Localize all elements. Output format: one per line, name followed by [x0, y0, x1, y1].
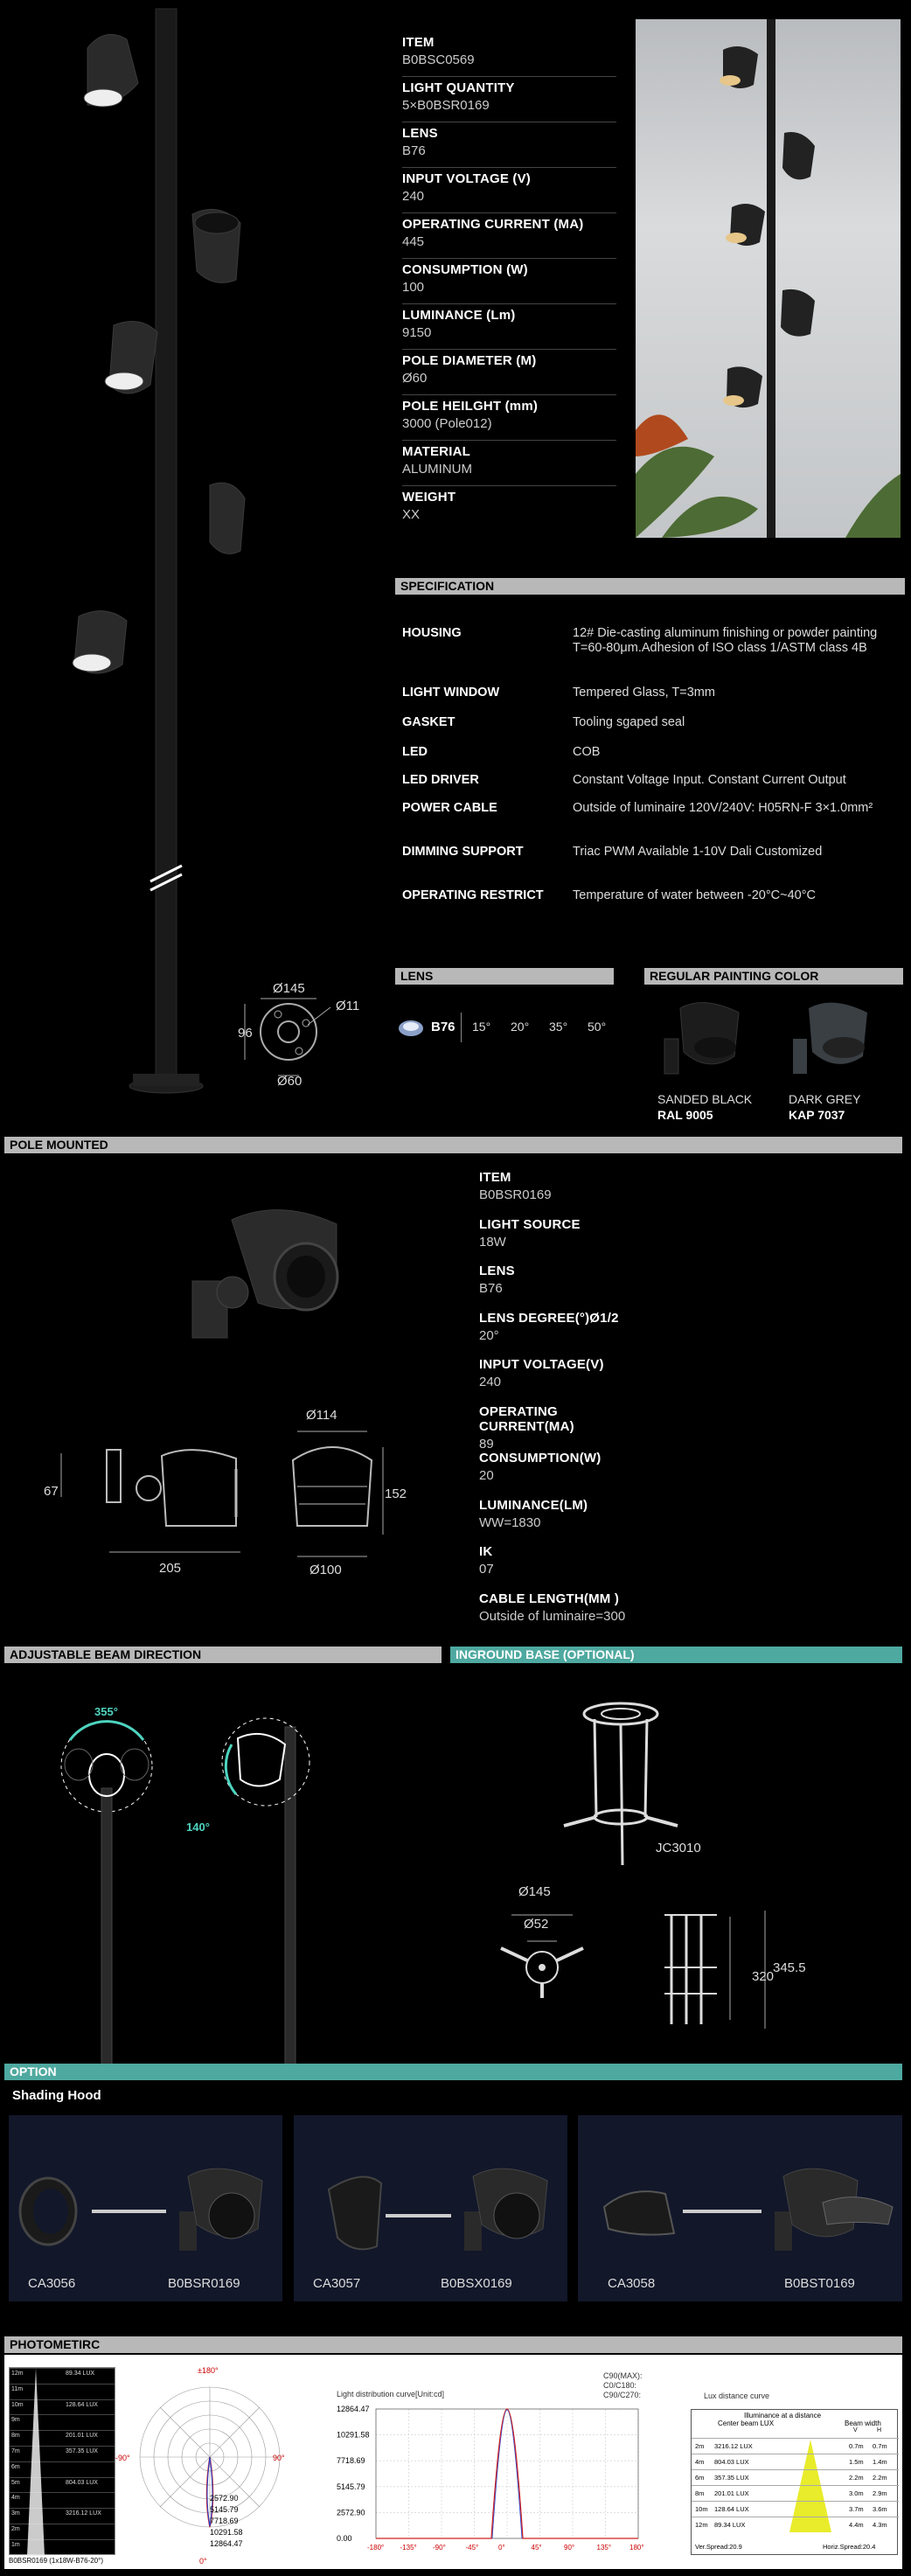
luminaire-info-value: B76	[479, 1281, 503, 1296]
luminaire-info-value: 18W	[479, 1234, 506, 1250]
curve-x-tick: 90°	[564, 2544, 575, 2552]
product-info-row	[402, 395, 616, 441]
product-info-value: 9150	[402, 325, 432, 340]
luminaire-info-label: IK	[479, 1544, 493, 1559]
lens-angle-option: 35°	[549, 1020, 568, 1034]
isolux-distance: 12m	[11, 2371, 24, 2377]
product-info-value: ALUMINUM	[402, 462, 473, 477]
lux-row	[692, 2438, 899, 2454]
spec-label: HOUSING	[402, 626, 462, 640]
painting-section-bar: REGULAR PAINTING COLOR	[644, 968, 903, 985]
color-code-2: KAP 7037	[789, 1108, 845, 1122]
product-info-row	[402, 213, 616, 259]
beam-section-bar: ADJUSTABLE BEAM DIRECTION	[4, 1647, 442, 1663]
spec-label: POWER CABLE	[402, 801, 497, 815]
isolux-distance: 9m	[11, 2417, 20, 2424]
inground-inner-diameter: Ø52	[524, 1917, 549, 1932]
lux-footer-ver: Ver.Spread:20.9	[695, 2543, 742, 2551]
isolux-lux: 357.35 LUX	[66, 2448, 98, 2454]
product-info-label: CONSUMPTION (W)	[402, 262, 528, 277]
curve-x-tick: 180°	[629, 2544, 644, 2552]
lux-value: 804.03 LUX	[714, 2458, 749, 2466]
inground-height-1: 320	[752, 1969, 775, 1984]
product-info-value: 100	[402, 280, 425, 295]
lum-dim-width: 205	[159, 1561, 182, 1576]
spec-value: Triac PWM Available 1-10V Dali Customized	[573, 845, 823, 859]
luminaire-info-label: ITEM	[479, 1170, 511, 1185]
polar-tick-top: ±180°	[198, 2366, 219, 2375]
product-info-row	[402, 77, 616, 122]
lux-dist: 10m	[695, 2505, 708, 2513]
pole-product-drawing	[52, 0, 254, 1110]
product-info-row	[402, 122, 616, 168]
spec-value: Tooling sgaped seal	[573, 715, 685, 729]
lum-dim-bottom-diameter: Ø100	[309, 1563, 342, 1577]
lens-section-bar: LENS	[395, 968, 614, 985]
lux-v: 0.7m	[849, 2442, 864, 2450]
isolux-distance: 3m	[11, 2510, 20, 2517]
lens-angle-option: 20°	[511, 1020, 530, 1034]
product-info-row	[402, 31, 616, 77]
product-info-row	[402, 486, 616, 525]
lux-header-v: V	[853, 2427, 858, 2433]
pole-dim-left: 96	[238, 1026, 253, 1041]
option-subtitle: Shading Hood	[12, 2088, 101, 2103]
product-info-label: MATERIAL	[402, 444, 470, 459]
specification-table	[402, 626, 901, 915]
isolux-distance: 11m	[11, 2385, 24, 2392]
lux-h: 4.3m	[873, 2521, 887, 2529]
curve-x-tick: -135°	[400, 2544, 417, 2552]
curve-y-tick: 10291.58	[337, 2430, 370, 2440]
isolux-distance: 6m	[11, 2463, 20, 2470]
luminaire-info-label: LUMINANCE(LM)	[479, 1497, 588, 1513]
beam-tilt-label: 140°	[186, 1821, 210, 1834]
lux-distance-table	[691, 2409, 898, 2555]
lux-header-center: Center beam LUX	[718, 2419, 775, 2427]
product-info-row	[402, 168, 616, 213]
product-info-label: LUMINANCE (Lm)	[402, 308, 516, 323]
lux-header-h: H	[877, 2427, 882, 2433]
light-distribution-curve	[337, 2400, 647, 2553]
polar-value: 7718.69	[210, 2517, 239, 2525]
luminaire-info-label: CONSUMPTION(W)	[479, 1451, 602, 1466]
lux-h: 1.4m	[873, 2458, 887, 2466]
product-info-value: 240	[402, 189, 425, 204]
luminaire-info-value: 20	[479, 1468, 494, 1483]
color-sample-dark-grey	[784, 991, 880, 1091]
pole-dim-top: Ø145	[273, 981, 305, 996]
luminaire-info-label: OPERATING CURRENT(MA)	[479, 1403, 574, 1434]
curve-title: Light distribution curve[Unit:cd]	[337, 2390, 445, 2398]
curve-y-tick: 0.00	[337, 2534, 352, 2543]
luminaire-info-value: 240	[479, 1375, 502, 1389]
luminaire-info-row	[479, 1311, 654, 1358]
luminaire-info-row	[479, 1404, 654, 1452]
lum-dim-height-right: 152	[385, 1486, 407, 1501]
product-info-value: 445	[402, 234, 425, 249]
luminaire-info-value: 89	[479, 1436, 494, 1452]
option-3-lamp: B0BST0169	[784, 2276, 855, 2291]
lux-dist: 4m	[695, 2458, 705, 2466]
polar-tick-right: 90°	[273, 2454, 285, 2462]
luminaire-info-label: LIGHT SOURCE	[479, 1216, 581, 1232]
lux-dist: 2m	[695, 2442, 705, 2450]
product-info-label: POLE DIAMETER (M)	[402, 353, 537, 368]
product-info-label: LIGHT QUANTITY	[402, 80, 515, 95]
product-info-row	[402, 259, 616, 304]
lux-h: 2.9m	[873, 2489, 887, 2497]
polar-value: 12864.47	[210, 2539, 243, 2548]
polar-tick-left: -90°	[115, 2454, 130, 2462]
option-2-hood: CA3057	[313, 2276, 361, 2291]
option-3-hood: CA3058	[608, 2276, 656, 2291]
polar-value: 5145.79	[210, 2505, 239, 2514]
isolux-distance: 2m	[11, 2526, 20, 2532]
lux-row	[692, 2485, 899, 2501]
isolux-lux: 804.03 LUX	[66, 2479, 98, 2486]
lum-dim-height-left: 67	[44, 1484, 59, 1499]
luminaire-info-label: CABLE LENGTH(MM )	[479, 1591, 620, 1606]
lux-row	[692, 2501, 899, 2517]
product-info-value: XX	[402, 507, 421, 522]
luminaire-info-value: 07	[479, 1562, 494, 1577]
product-photo	[636, 19, 901, 538]
color-name-2: DARK GREY	[789, 1092, 861, 1106]
curve-x-tick: -180°	[367, 2544, 385, 2552]
option-card-3	[578, 2115, 902, 2301]
lux-dist: 8m	[695, 2489, 705, 2497]
luminaire-render	[175, 1198, 367, 1382]
isolux-lux: 201.01 LUX	[66, 2433, 98, 2440]
specification-section-bar: SPECIFICATION	[395, 578, 905, 595]
lux-h: 0.7m	[873, 2442, 887, 2450]
product-info-value: B76	[402, 143, 426, 158]
luminaire-info-list	[479, 1170, 654, 1638]
polar-value: 10291.58	[210, 2528, 243, 2537]
photometric-section-bar: PHOTOMETIRC	[4, 2336, 902, 2353]
luminaire-info-row	[479, 1217, 654, 1264]
curve-legend-item: C90(MAX):	[603, 2371, 643, 2380]
lux-v: 3.0m	[849, 2489, 864, 2497]
spec-label: LIGHT WINDOW	[402, 686, 500, 700]
curve-legend-item: C90/C270:	[603, 2391, 642, 2399]
lux-value: 201.01 LUX	[714, 2489, 749, 2497]
spec-label: LED	[402, 745, 428, 759]
product-info-label: ITEM	[402, 35, 435, 50]
luminaire-info-label: LENS	[479, 1264, 515, 1278]
isolux-distance: 4m	[11, 2495, 20, 2502]
spec-value: 12# Die-casting aluminum finishing or powder painting T=60-80μm.Adhesion of ISO class 1/ASTM class 4B	[573, 626, 878, 655]
luminaire-info-row	[479, 1451, 654, 1498]
lens-icon	[398, 1018, 424, 1039]
color-code-1: RAL 9005	[657, 1108, 713, 1122]
isolux-distance: 10m	[11, 2401, 24, 2408]
lux-value: 128.64 LUX	[714, 2505, 749, 2513]
pole-dim-bottom: Ø60	[277, 1074, 303, 1089]
luminaire-info-value: Outside of luminaire=300	[479, 1608, 626, 1624]
spec-value: Tempered Glass, T=3mm	[573, 686, 715, 700]
inground-height-2: 345.5	[773, 1960, 806, 1975]
isolux-lux: 3216.12 LUX	[66, 2510, 101, 2517]
product-info-label: POLE HEILGHT (mm)	[402, 399, 539, 414]
product-info-row	[402, 441, 616, 486]
lux-row	[692, 2454, 899, 2469]
luminaire-info-row	[479, 1357, 654, 1404]
lux-title: Lux distance curve	[704, 2392, 770, 2400]
isolux-lux: 128.64 LUX	[66, 2401, 98, 2408]
beam-rotation-label: 355°	[94, 1705, 118, 1718]
spec-label: DIMMING SUPPORT	[402, 845, 524, 859]
color-sample-sanded-black	[656, 991, 752, 1091]
lux-row	[692, 2517, 899, 2532]
lux-value: 3216.12 LUX	[714, 2442, 753, 2450]
luminaire-info-label: INPUT VOLTAGE(V)	[479, 1357, 604, 1372]
lens-angle-option: 15°	[472, 1020, 491, 1034]
product-info-row	[402, 304, 616, 350]
option-1-hood: CA3056	[28, 2276, 76, 2291]
lux-value: 89.34 LUX	[714, 2521, 746, 2529]
spec-label: LED DRIVER	[402, 773, 479, 787]
curve-x-tick: -90°	[433, 2544, 446, 2552]
isolux-distance: 5m	[11, 2479, 20, 2486]
isolux-lux: 89.34 LUX	[66, 2371, 95, 2377]
lux-value: 357.35 LUX	[714, 2474, 749, 2482]
luminaire-info-value: 20°	[479, 1327, 499, 1343]
spec-value: Constant Voltage Input. Constant Current Output	[573, 773, 846, 787]
luminaire-info-label: LENS DEGREE(°)Ø1/2	[479, 1310, 619, 1326]
spec-value: Temperature of water between -20°C~40°C	[573, 888, 816, 902]
lens-option-selected	[398, 1014, 456, 1042]
luminaire-info-row	[479, 1591, 654, 1639]
lens-divider	[461, 1013, 462, 1042]
pole-mounted-section-bar: POLE MOUNTED	[4, 1137, 902, 1153]
product-info-label: LENS	[402, 126, 438, 141]
curve-y-tick: 7718.69	[337, 2456, 365, 2466]
option-card-2	[294, 2115, 567, 2301]
luminaire-info-value: B0BSR0169	[479, 1187, 552, 1202]
curve-y-tick: 2572.90	[337, 2508, 365, 2517]
product-info-label: OPERATING CURRENT (MA)	[402, 217, 584, 232]
isolux-distance: 1m	[11, 2541, 20, 2548]
product-info-label: WEIGHT	[402, 490, 456, 505]
lens-angle-option: 50°	[588, 1020, 607, 1034]
luminaire-info-row	[479, 1170, 654, 1217]
isolux-beam	[10, 2368, 115, 2556]
lux-v: 1.5m	[849, 2458, 864, 2466]
product-info-value: 3000 (Pole012)	[402, 416, 492, 431]
lum-dim-top-diameter: Ø114	[306, 1408, 337, 1423]
option-section-bar: OPTION	[4, 2064, 902, 2080]
luminaire-info-row	[479, 1544, 654, 1591]
curve-legend-item: C0/C180:	[603, 2381, 637, 2390]
beam-direction-drawing	[35, 1696, 332, 2090]
lux-h: 2.2m	[873, 2474, 887, 2482]
inground-section-bar: INGROUND BASE (OPTIONAL)	[450, 1647, 902, 1663]
option-1-lamp: B0BSR0169	[168, 2276, 240, 2291]
luminaire-side-dimension-drawing	[52, 1434, 262, 1574]
isolux-caption: B0BSR0169 (1x18W-B76-20°)	[9, 2557, 103, 2565]
luminaire-info-value: WW=1830	[479, 1514, 541, 1530]
lux-dist: 6m	[695, 2474, 705, 2482]
lux-dist: 12m	[695, 2521, 708, 2529]
product-info-row	[402, 350, 616, 395]
luminaire-info-row	[479, 1264, 654, 1311]
curve-y-tick: 12864.47	[337, 2405, 370, 2413]
luminaire-front-dimension-drawing	[280, 1421, 393, 1570]
lux-header-title: Illuminance at a distance	[744, 2412, 822, 2419]
spec-label: GASKET	[402, 715, 456, 729]
lux-v: 4.4m	[849, 2521, 864, 2529]
isolux-diagram	[9, 2367, 115, 2555]
spec-value: Outside of luminaire 120V/240V: H05RN-F 3×1.0mm²	[573, 801, 873, 815]
inground-outer-diameter: Ø145	[518, 1884, 551, 1899]
lens-selected-label: B76	[431, 1020, 456, 1034]
lux-row	[692, 2469, 899, 2485]
product-info-label: INPUT VOLTAGE (V)	[402, 171, 532, 186]
polar-tick-bottom: 0°	[199, 2557, 207, 2566]
pole-dim-side: Ø11	[336, 999, 360, 1013]
polar-value: 2572.90	[210, 2494, 239, 2503]
spec-label: OPERATING RESTRICT	[402, 888, 544, 902]
lux-footer-horiz: Horiz.Spread:20.4	[823, 2543, 876, 2551]
isolux-distance: 7m	[11, 2448, 20, 2454]
curve-x-tick: 0°	[498, 2544, 505, 2552]
product-info-list	[402, 31, 616, 525]
curve-x-tick: 45°	[531, 2544, 542, 2552]
option-card-1	[9, 2115, 282, 2301]
inground-model-label: JC3010	[656, 1841, 701, 1855]
lux-v: 2.2m	[849, 2474, 864, 2482]
curve-x-tick: -45°	[465, 2544, 479, 2552]
lux-header-beam: Beam width	[845, 2419, 881, 2427]
option-2-lamp: B0BSX0169	[441, 2276, 512, 2291]
lux-h: 3.6m	[873, 2505, 887, 2513]
lux-v: 3.7m	[849, 2505, 864, 2513]
curve-x-tick: 135°	[596, 2544, 612, 2552]
spec-value: COB	[573, 745, 601, 759]
color-name-1: SANDED BLACK	[657, 1092, 753, 1106]
product-info-value: Ø60	[402, 371, 428, 386]
product-info-value: 5×B0BSR0169	[402, 98, 490, 113]
product-info-value: B0BSC0569	[402, 52, 475, 67]
curve-y-tick: 5145.79	[337, 2482, 365, 2491]
luminaire-info-row	[479, 1498, 654, 1545]
isolux-distance: 8m	[11, 2433, 20, 2440]
